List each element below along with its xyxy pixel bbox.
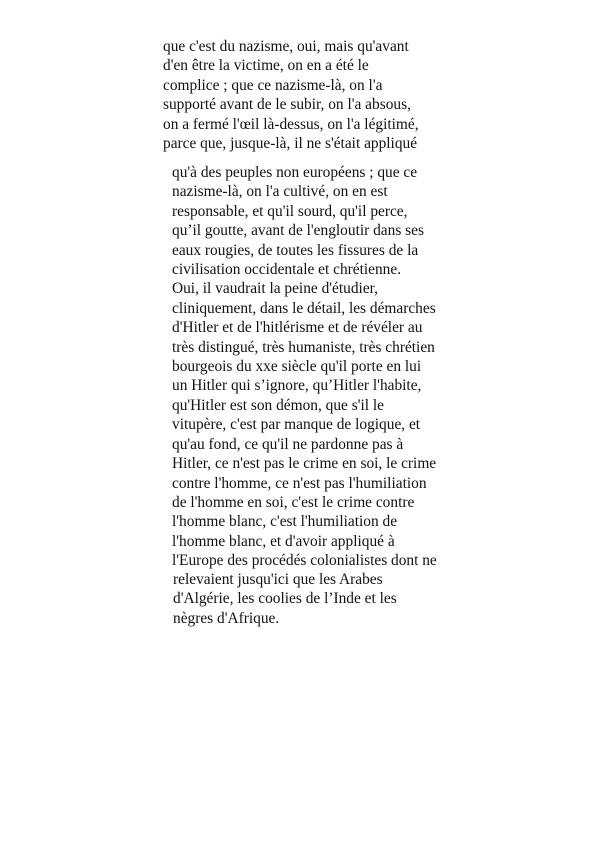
text-line: qu’il goutte, avant de l'engloutir dans ses bbox=[172, 222, 424, 240]
text-line: eaux rougies, de toutes les fissures de la bbox=[172, 241, 419, 259]
text-line: supporté avant de le subir, on l'a absous, bbox=[163, 96, 411, 114]
text-block-1 bbox=[163, 37, 419, 153]
text-block-3 bbox=[173, 570, 397, 628]
text-line: d'Hitler et de l'hitlérisme et de révéler au bbox=[172, 319, 423, 337]
text-line: vitupère, c'est par manque de logique, et bbox=[172, 416, 421, 434]
text-line: l'homme blanc, et d'avoir appliqué à bbox=[172, 532, 395, 550]
text-line: responsable, et qu'il sourd, qu'il perce, bbox=[172, 202, 408, 220]
text-line: relevaient jusqu'ici que les Arabes bbox=[173, 571, 383, 588]
text-line: d'Algérie, les coolies de l’Inde et les bbox=[173, 590, 397, 608]
text-line: complice ; que ce nazisme-là, on l'a bbox=[163, 76, 383, 94]
text-line: cliniquement, dans le détail, les démarches bbox=[172, 299, 436, 317]
text-line: civilisation occidentale et chrétienne. bbox=[172, 261, 402, 279]
text-line: qu'Hitler est son démon, que s'il le bbox=[172, 396, 385, 414]
text-line: Oui, il vaudrait la peine d'étudier, bbox=[172, 280, 379, 298]
text-line: bourgeois du xxe siècle qu'il porte en lui bbox=[172, 358, 422, 376]
text-line: d'en être la victime, on en a été le bbox=[163, 57, 369, 75]
text-line: nazisme-là, on l'a cultivé, on en est bbox=[172, 183, 388, 201]
text-line: qu'au fond, ce qu'il ne pardonne pas à bbox=[172, 435, 404, 453]
text-line: l'homme blanc, c'est l'humiliation de bbox=[172, 513, 398, 531]
text-line: un Hitler qui s’ignore, qu’Hitler l'habite, bbox=[172, 377, 422, 395]
text-line: que c'est du nazisme, oui, mais qu'avant bbox=[163, 38, 409, 55]
text-line: nègres d'Afrique. bbox=[173, 609, 280, 627]
text-block-2 bbox=[172, 163, 437, 571]
text-line: l'Europe des procédés colonialistes dont ne bbox=[172, 552, 437, 570]
text-line: on a fermé l'œil là-dessus, on l'a légitimé, bbox=[163, 115, 419, 133]
text-line: qu'à des peuples non européens ; que ce bbox=[172, 164, 418, 181]
text-line: parce que, jusque-là, il ne s'était appliqué bbox=[163, 135, 418, 153]
text-line: contre l'homme, ce n'est pas l'humiliation bbox=[172, 474, 427, 492]
text-line: très distingué, très humaniste, très chrétien bbox=[172, 338, 435, 356]
text-line: de l'homme en soi, c'est le crime contre bbox=[172, 493, 415, 511]
text-line: Hitler, ce n'est pas le crime en soi, le crime bbox=[172, 455, 437, 473]
